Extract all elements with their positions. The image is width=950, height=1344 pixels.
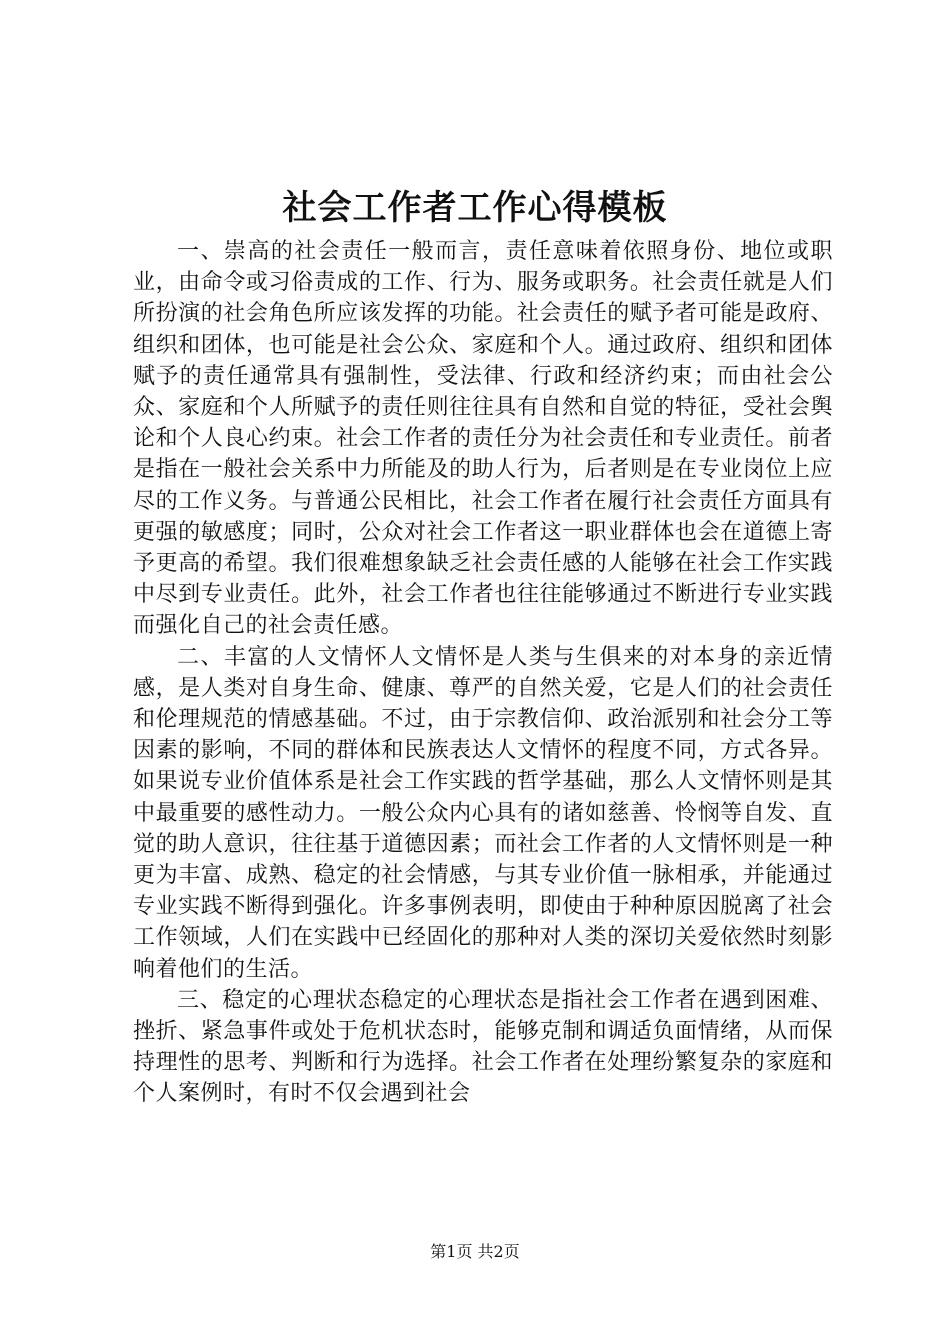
document-title: 社会工作者工作心得模板 — [282, 188, 668, 228]
paragraph-2: 二、丰富的人文情怀人文情怀是人类与生俱来的对本身的亲近情感，是人类对自身生命、健康、尊严的自然关爱，它是人们的社会责任和伦理规范的情感基础。不过，由于宗教信仰、政治派别和社会分工等因素的影响，不同的群体和民族表达人文情怀的程度不同，方式各异。如果说专业价值体系是社会工作实践的哲学基础，那么人文情怀则是其中最重要的感性动力。一般公众内心具有的诸如慈善、怜悯等自发、直觉的助人意识，往往基于道德因素；而社会工作者的人文情怀则是一种更为丰富、成熟、稳定的社会情感，与其专业价值一脉相承，并能通过专业实践不断得到强化。许多事例表明，即使由于种种原因脱离了社会工作领域，人们在实践中已经固化的那种对人类的深切关爱依然时刻影响着他们的生活。 — [133, 644, 833, 982]
paragraph-1: 一、崇高的社会责任一般而言，责任意味着依照身份、地位或职业，由命令或习俗责成的工作、行为、服务或职务。社会责任就是人们所扮演的社会角色所应该发挥的功能。社会责任的赋予者可能是政府、组织和团体，也可能是社会公众、家庭和个人。通过政府、组织和团体赋予的责任通常具有强制性，受法律、行政和经济约束；而由社会公众、家庭和个人所赋予的责任则往往具有自然和自觉的特征，受社会舆论和个人良心约束。社会工作者的责任分为社会责任和专业责任。前者是指在一般社会关系中力所能及的助人行为，后者则是在专业岗位上应尽的工作义务。与普通公民相比，社会工作者在履行社会责任方面具有更强的敏感度；同时，公众对社会工作者这一职业群体也会在道德上寄予更高的希望。我们很难想象缺乏社会责任感的人能够在社会工作实践中尽到专业责任。此外，社会工作者也往往能够通过不断进行专业实践而强化自己的社会责任感。 — [133, 239, 833, 639]
document-body — [133, 236, 833, 1110]
paragraph-3: 三、稳定的心理状态稳定的心理状态是指社会工作者在遇到困难、挫折、紧急事件或处于危机状态时，能够克制和调适负面情绪，从而保持理性的思考、判断和行为选择。社会工作者在处理纷繁复杂的家庭和个人案例时，有时不仅会遇到社会 — [133, 987, 833, 1107]
page-footer: 第1页 共2页 — [430, 1242, 520, 1261]
